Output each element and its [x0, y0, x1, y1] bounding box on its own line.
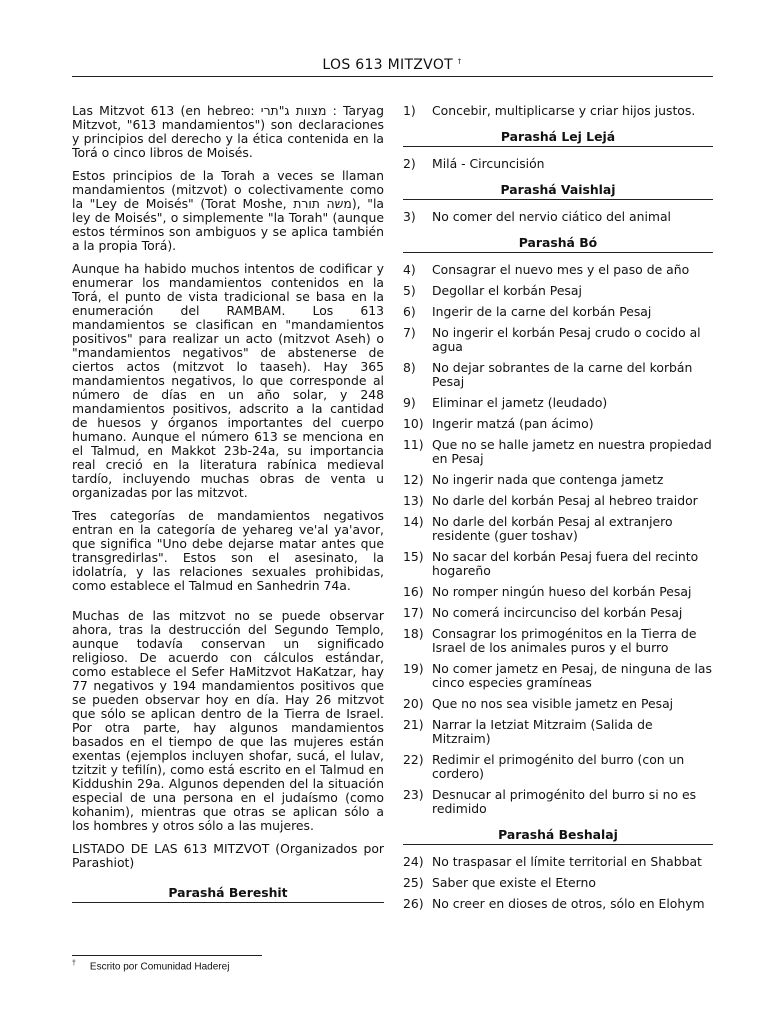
item-number: 19)	[403, 661, 424, 676]
intro-paragraph: Tres categorías de mandamientos negativos entran en la categoría de yehareg ve'al ya'avor, que significa "Uno debe dejarse matar antes que transgredirlas". Estos son el asesinato, la idolatría, y las relaciones sexuales prohibidas, como establece el Talmud en Sanhedrin 74a.	[72, 508, 384, 593]
item-text: No comer jametz en Pesaj, de ninguna de las cinco especies gramíneas	[432, 661, 712, 690]
list-item	[403, 876, 713, 890]
footnote	[72, 960, 229, 972]
footnote-divider	[72, 955, 262, 956]
left-column	[72, 104, 384, 903]
list-item	[403, 606, 713, 620]
item-number: 26)	[403, 896, 424, 911]
item-number: 2)	[403, 156, 416, 171]
list-item	[403, 210, 713, 224]
item-text: Ingerir de la carne del korbán Pesaj	[432, 304, 652, 319]
item-text: No ingerir nada que contenga jametz	[432, 472, 664, 487]
item-text: No dejar sobrantes de la carne del korbán Pesaj	[432, 360, 693, 389]
item-text: Ingerir matzá (pan ácimo)	[432, 416, 594, 431]
list-item	[403, 284, 713, 298]
section-heading: Parashá Beshalaj	[403, 828, 713, 845]
item-number: 1)	[403, 103, 416, 118]
title-divider	[72, 76, 713, 77]
item-text: Degollar el korbán Pesaj	[432, 283, 582, 298]
list-item	[403, 305, 713, 319]
section-heading: Parashá Lej Lejá	[403, 130, 713, 147]
list-item	[403, 897, 713, 911]
list-item	[403, 361, 713, 389]
item-number: 10)	[403, 416, 424, 431]
item-number: 13)	[403, 493, 424, 508]
item-number: 17)	[403, 605, 424, 620]
item-number: 22)	[403, 752, 424, 767]
intro-paragraph: Aunque ha habido muchos intentos de codificar y enumerar los mandamientos contenidos en la Torá, el punto de vista tradicional se basa en la enumeración del RAMBAM. Los 613 mandamientos se clasifican en "mandamientos positivos" para realizar un acto (mitzvot Aseh) o "mandamientos negativos" de abstenerse de ciertos actos (mitzvot lo taaseh). Hay 365 mandamientos negativos, lo que corresponde al número de días en un año solar, y 248 mandamientos positivos, adscrito a la cantidad de huesos y órganos importantes del cuerpo humano. Aunque el número 613 se menciona en el Talmud, en Makkot 23b-24a, su importancia real creció en la literatura rabínica medieval tardío, incluyendo muchas obras de venta u organizadas por las mitzvot.	[72, 261, 384, 500]
list-item	[403, 515, 713, 543]
list-item	[403, 788, 713, 816]
section-heading-bereshit: Parashá Bereshit	[72, 886, 384, 903]
item-number: 16)	[403, 584, 424, 599]
list-item	[403, 417, 713, 431]
item-number: 18)	[403, 626, 424, 641]
title-footnote-mark: †	[457, 57, 462, 66]
mitzvot-list	[403, 104, 713, 918]
list-item	[403, 855, 713, 869]
item-number: 8)	[403, 360, 416, 375]
item-text: No comer del nervio ciático del animal	[432, 209, 671, 224]
list-item	[403, 263, 713, 277]
item-text: Consagrar el nuevo mes y el paso de año	[432, 262, 690, 277]
item-text: No ingerir el korbán Pesaj crudo o cocido al agua	[432, 325, 701, 354]
item-text: No creer en dioses de otros, sólo en Elohym	[432, 896, 705, 911]
section-heading: Parashá Bó	[403, 236, 713, 253]
item-text: No darle del korbán Pesaj al extranjero residente (guer toshav)	[432, 514, 673, 543]
item-text: Milá - Circuncisión	[432, 156, 545, 171]
intro-paragraph: Estos principios de la Torah a veces se llaman mandamientos (mitzvot) o colectivamente como la "Ley de Moisés" (Torat Moshe, משה תורת), "la ley de Moisés", o simplemente "la Torah" (aunque estos términos son ambiguos y se aplica también a la propia Torá).	[72, 168, 384, 253]
item-text: Consagrar los primogénitos en la Tierra de Israel de los animales puros y el burro	[432, 626, 697, 655]
intro-paragraph: Las Mitzvot 613 (en hebreo: מצוות ג"תרי : Taryag Mitzvot, "613 mandamientos") son declaraciones y principios del derecho y la ética contenida en la Torá o cinco libros de Moisés.	[72, 103, 384, 160]
list-item	[403, 396, 713, 410]
footnote-text: Escrito por Comunidad Haderej	[89, 961, 230, 973]
item-text: Saber que existe el Eterno	[432, 875, 596, 890]
item-number: 24)	[403, 854, 424, 869]
list-item	[403, 550, 713, 578]
list-item	[403, 326, 713, 354]
item-text: No comerá incircunciso del korbán Pesaj	[432, 605, 683, 620]
item-text: Narrar la Ietziat Mitzraim (Salida de Mitzraim)	[432, 717, 653, 746]
item-number: 12)	[403, 472, 424, 487]
item-text: Desnucar al primogénito del burro si no es redimido	[432, 787, 697, 816]
item-text: Eliminar el jametz (leudado)	[432, 395, 608, 410]
list-item	[403, 662, 713, 690]
item-number: 20)	[403, 696, 424, 711]
item-text: Que no nos sea visible jametz en Pesaj	[432, 696, 674, 711]
list-item	[403, 627, 713, 655]
list-item	[403, 753, 713, 781]
item-text: Concebir, multiplicarse y criar hijos justos.	[432, 103, 696, 118]
item-text: Redimir el primogénito del burro (con un cordero)	[432, 752, 685, 781]
list-item	[403, 585, 713, 599]
item-number: 14)	[403, 514, 424, 529]
page-title-text: LOS 613 MITZVOT	[322, 57, 453, 73]
item-number: 11)	[403, 437, 424, 452]
section-heading: Parashá Vaishlaj	[403, 183, 713, 200]
list-item	[403, 157, 713, 171]
item-number: 7)	[403, 325, 416, 340]
item-text: No darle del korbán Pesaj al hebreo traidor	[432, 493, 698, 508]
list-item	[403, 438, 713, 466]
footnote-mark: †	[72, 960, 76, 967]
list-item	[403, 718, 713, 746]
listing-heading: LISTADO DE LAS 613 MITZVOT (Organizados por Parashiot)	[72, 841, 384, 870]
page-title	[72, 57, 712, 73]
list-item	[403, 104, 713, 118]
item-number: 15)	[403, 549, 424, 564]
item-text: No traspasar el límite territorial en Shabbat	[432, 854, 702, 869]
list-item	[403, 473, 713, 487]
item-number: 4)	[403, 262, 416, 277]
list-item	[403, 697, 713, 711]
item-number: 21)	[403, 717, 424, 732]
item-text: No sacar del korbán Pesaj fuera del recinto hogareño	[432, 549, 699, 578]
item-number: 3)	[403, 209, 416, 224]
item-number: 5)	[403, 283, 416, 298]
item-text: No romper ningún hueso del korbán Pesaj	[432, 584, 692, 599]
item-number: 9)	[403, 395, 416, 410]
item-number: 6)	[403, 304, 416, 319]
list-item	[403, 494, 713, 508]
item-number: 23)	[403, 787, 424, 802]
item-text: Que no se halle jametz en nuestra propiedad en Pesaj	[432, 437, 712, 466]
intro-paragraph: Muchas de las mitzvot no se puede observar ahora, tras la destrucción del Segundo Templo, aunque todavía conservan un significado religioso. De acuerdo con cálculos estándar, como establece el Sefer HaMitzvot HaKatzar, hay 77 negativos y 194 mandamientos positivos que se pueden observar hoy en día. Hay 26 mitzvot que sólo se aplican dentro de la Tierra de Israel. Por otra parte, hay algunos mandamientos basados en el tiempo de que las mujeres están exentas (ejemplos incluyen shofar, sucá, el lulav, tzitzit y tefilín), como está escrito en el Talmud en Kiddushin 29a. Algunos dependen del la situación especial de una persona en el judaísmo (como kohanim), mientras que otras se aplican sólo a los hombres y otros sólo a las mujeres.	[72, 608, 384, 833]
item-number: 25)	[403, 875, 424, 890]
